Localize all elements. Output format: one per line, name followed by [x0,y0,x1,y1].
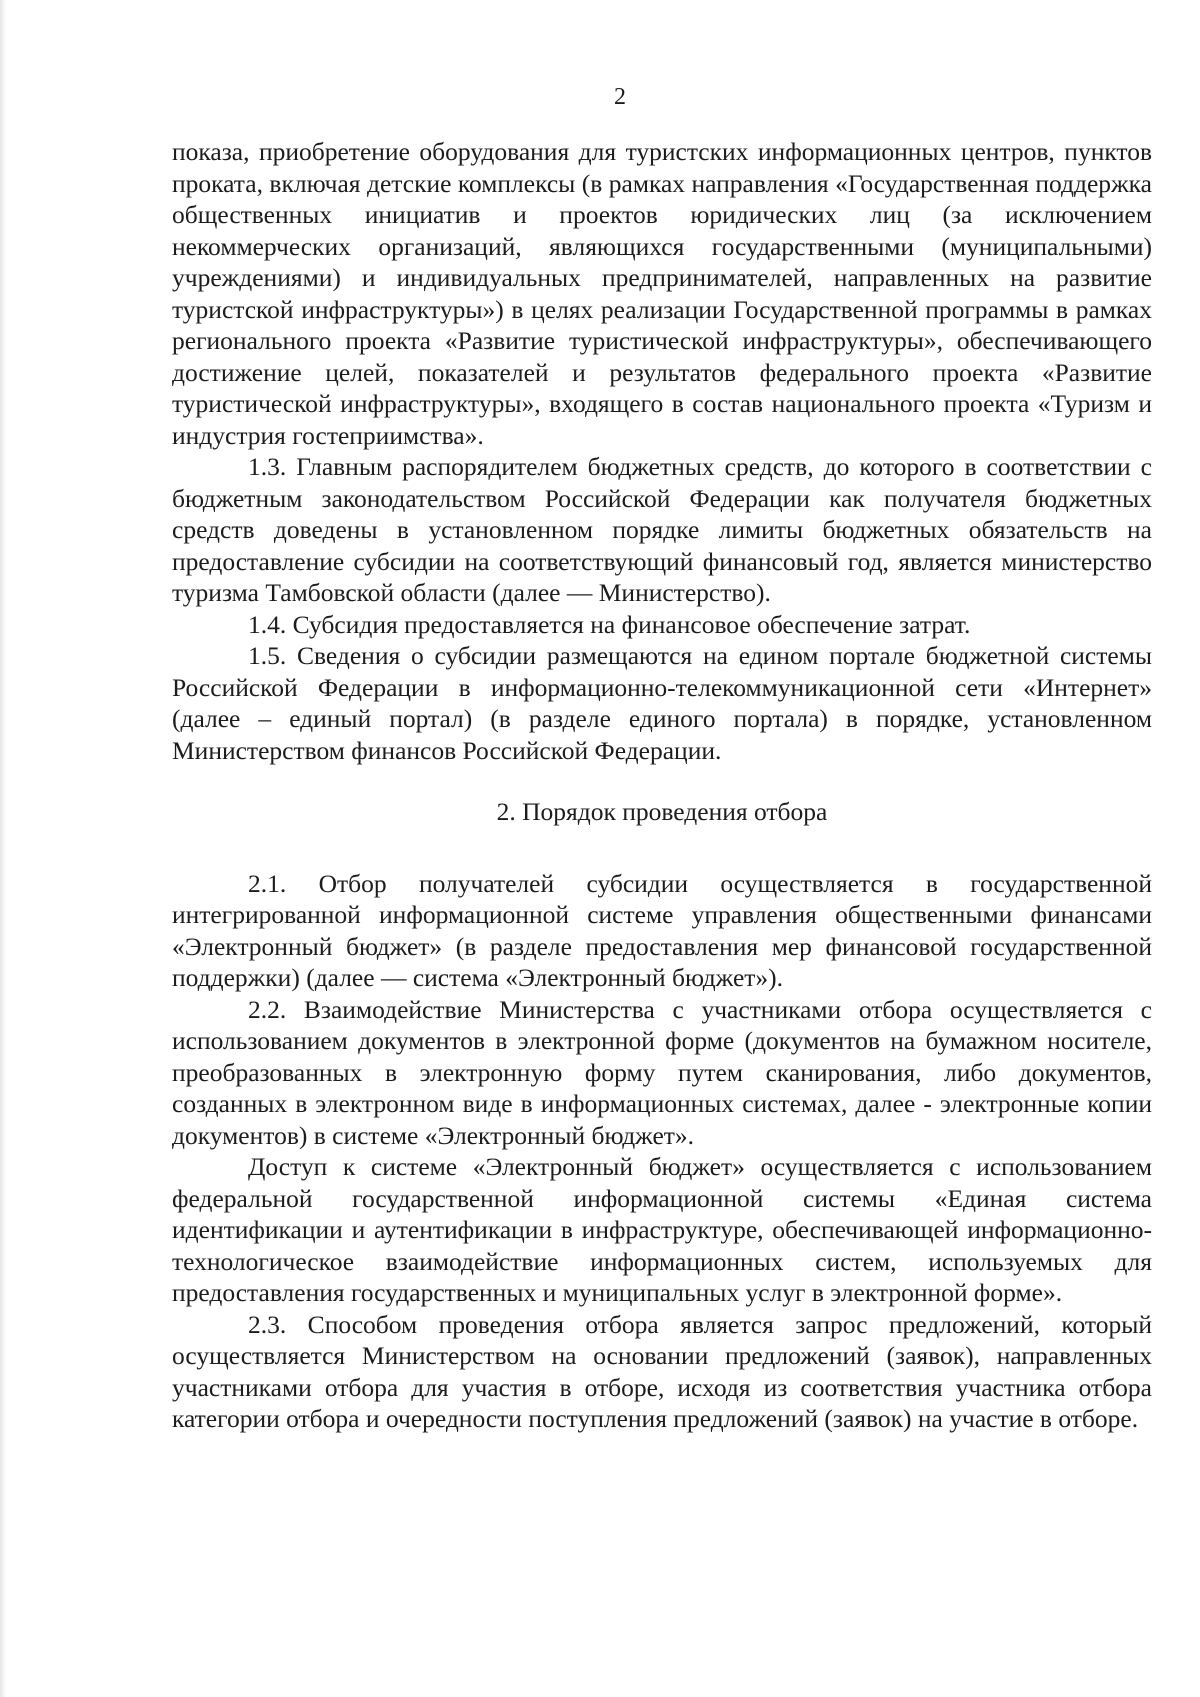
paragraph-access: Доступ к системе «Электронный бюджет» осуществляется с использованием федеральной государственной информационной системы «Единая система идентификации и аутентификации в инфраструктуре, обеспечивающей информационно-технологическое взаимодействие информационных систем, используемых для предоставления государственных и муниципальных услуг в электронной форме». [172,1152,1152,1307]
paragraph-2-1: 2.1. Отбор получателей субсидии осуществляется в государственной интегрированной информационной системе управления общественными финансами «Электронный бюджет» (в разделе предоставления мер финансовой государственной поддержки) (далее — система «Электронный бюджет»). [172,868,1152,992]
document-body [172,136,1152,1435]
paragraph-2-3: 2.3. Способом проведения отбора является запрос предложений, который осуществляется Министерством на основании предложений (заявок), направленных участниками отбора для участия в отборе, исходя из соответствия участника отбора категории отбора и очередности поступления предложений (заявок) на участие в отборе. [172,1309,1152,1433]
paragraph-continuation: показа, приобретение оборудования для туристских информационных центров, пунктов проката, включая детские комплексы (в рамках направления «Государственная поддержка общественных инициатив и проектов юридических лиц (за исключением некоммерческих организаций, являющихся государственными (муниципальными) учреждениями) и индивидуальных предпринимателей, направленных на развитие туристской инфраструктуры») в целях реализации Государственной программы в рамках регионального проекта «Развитие туристической инфраструктуры», обеспечивающего достижение целей, показателей и результатов федерального проекта «Развитие туристической инфраструктуры», входящего в состав национального проекта «Туризм и индустрия гостеприимства». [172,137,1152,450]
scan-edge-shadow [0,0,6,1697]
paragraph-1-3: 1.3. Главным распорядителем бюджетных средств, до которого в соответствии с бюджетным законодательством Российской Федерации как получателя бюджетных средств доведены в установленном порядке лимиты бюджетных обязательств на предоставление субсидии на соответствующий финансовый год, является министерство туризма Тамбовской области (далее — Министерство). [172,452,1152,607]
section-2-heading: 2. Порядок проведения отбора [496,797,828,826]
paragraph-2-2: 2.2. Взаимодействие Министерства с участниками отбора осуществляется с использованием документов в электронной форме (документов на бумажном носителе, преобразованных в электронную форму путем сканирования, либо документов, созданных в электронном виде в информационных системах, далее - электронные копии документов) в системе «Электронный бюджет». [172,994,1152,1150]
paragraph-1-4: 1.4. Субсидия предоставляется на финансовое обеспечение затрат. [248,609,971,639]
page-number: 2 [614,84,626,110]
paragraph-1-5: 1.5. Сведения о субсидии размещаются на едином портале бюджетной системы Российской Федерации в информационно-телекоммуникационной сети «Интернет» (далее – единый портал) (в разделе единого портала) в порядке, установленном Министерством финансов Российской Федерации. [172,641,1152,765]
